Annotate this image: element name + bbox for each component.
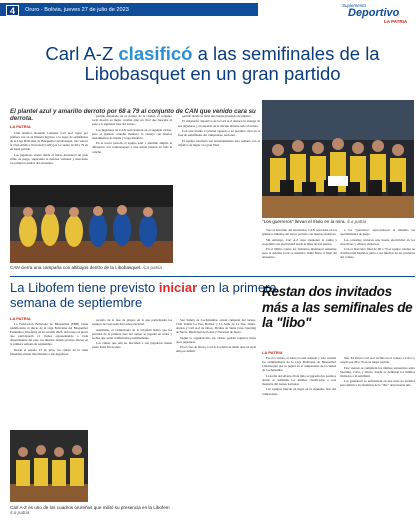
article2-photo	[10, 430, 88, 502]
section-divider	[10, 276, 415, 277]
headline-accent: clasificó	[118, 43, 193, 64]
article3-byline: LA PATRIA	[262, 350, 283, 355]
article1-byline: LA PATRIA	[10, 124, 31, 129]
paragraph: En el tercer periodo el equipo azul y amarillo amplió la diferencia con contraataques y una sólida presión en toda la cancha.	[92, 141, 172, 154]
headline-part: La Libofem tiene previsto	[10, 280, 159, 295]
paragraph: Este viernes se cumplirán los últimos encuentros entre Sparting, Calvo y Oruro, donde se definirán los últimos invitados a la semifinal.	[340, 365, 415, 378]
article3-headline: Restan dos invitados más a las semifinales de la "libo"	[262, 284, 413, 330]
paragraph: En el caso de Oruro, Carl A-Z tendrá su debut ante un rival aún por definir.	[176, 345, 256, 354]
article1-photo-team-caption	[262, 219, 414, 224]
paragraph: Con este triunfo el plantel aguarda a su próximo rival en la fase de semifinales del campeonato nacional.	[178, 129, 260, 138]
caption-credit: /La patria	[10, 510, 30, 516]
headline-part: Carl A-Z	[45, 43, 119, 64]
caption-credit: /La patria	[346, 219, 367, 224]
article1-col3	[178, 114, 260, 274]
newspaper-name: LA PATRIA	[384, 19, 408, 24]
paragraph: partido donde se tiene una buena presencia de público.	[182, 114, 252, 118]
paragraph: Club Atlético Ronaldo Lafuente Carl A-Z logró por primera vez en su historia ingresar a la etapa de semifinales de la Liga Boliviana de Básquetbol Libobasquet, tras vencer al Club Atlético Nacional (CAN) por la cuenta de 68 a 79 en un buen partido.	[10, 131, 88, 152]
page-header	[0, 0, 420, 40]
paragraph: En el último cuarto los visitantes intentaron remontar, pero la defensa local se mantuvo firme hasta el final del encuentro.	[262, 247, 337, 260]
caption-text: Carl A-Z es uno de los cuadros orureños que militó su presencia en la Libofem	[10, 505, 170, 510]
team-photo-image	[262, 100, 414, 218]
paragraph: La Federación Boliviana de Básquetbol (FBB) viene planificando el inicio de la Liga Boliviana del Básquetbol Femenino (Libofem), en su versión 2023, del torneo se prevé que participarán 11 clubes representando a cada departamento del país, los mismos tienen previsto iniciar en la primera semana de septiembre.	[10, 322, 88, 347]
article1-col4	[262, 228, 337, 274]
paragraph: sarrollo de la fase de grupos en la que participarán los equipos de cada sede del torneo nacional.	[92, 318, 172, 327]
article2-col3	[176, 318, 256, 513]
paragraph: Tras el descanso del entrenador, CAN reaccionó en los primeros minutos del tercer periodo con buenas ofensivas.	[262, 228, 337, 237]
article1-photo-team	[262, 100, 414, 218]
article3-col1	[262, 356, 336, 519]
bench-photo-image	[10, 185, 173, 263]
supplement-label: Suplemento	[342, 3, 367, 8]
paragraph: a los "guerreros" aprovecharon al máximo las oportunidades de juego.	[340, 228, 415, 237]
paragraph: Los jugadores azules desde el inicio mostraron un gran ritmo de juego, superando la defensa visitante y marcando los primeros puntos del encuentro.	[10, 152, 88, 166]
paragraph: Sin embargo, Carl A-Z supo mantener la calma y respondió con efectividad desde la línea de tres puntos.	[262, 237, 337, 246]
article3-col2	[340, 356, 415, 519]
paragraph: San Simón de Cochabamba, actual campeón del torneo, Club Tennis La Paz, Bolívar y La Salle de La Paz, Oruro, Atenas y Carl A-Z de Oruro, Pirañas de Santa Cruz, Sparting de Sucre, Municipal de Potosí y Nacional de Sucre.	[176, 318, 256, 335]
paragraph: Según la organización, las clubes podrán registrar hasta doce jugadoras.	[176, 335, 256, 344]
paragraph: Los equipos buscan un lugar en la siguiente fase del campeonato.	[262, 387, 336, 396]
women-team-photo-image	[10, 430, 88, 502]
caption-text: CAN cierra una campaña con altibajos dentro de la Libobasquet.	[10, 265, 142, 270]
paragraph: Los jugadores de CAN reaccionaron en el segundo cuarto, pero el quinteto orureño mantuvo la ventaja con buenos lanzamientos de media y larga distancia.	[92, 127, 172, 140]
date-line: Oruro - Bolivia, jueves 27 de julio de 2023	[25, 7, 129, 13]
page-number-box	[6, 5, 19, 16]
article2-col2	[92, 318, 172, 513]
paragraph: El equipo retomará sus entrenamientos esta semana con el objetivo de llegar a la gran final.	[178, 138, 260, 147]
article1-headline	[40, 44, 385, 84]
paragraph: Los ganadores se enfrentarán en una serie de partidos para definir a los finalistas de la "libo" del presente año.	[340, 379, 415, 388]
caption-text: "Los guerreros" llevan el título en la mira.	[262, 219, 346, 224]
paragraph: La fecha del sábado 29 de julio se jugarán dos partidos donde se definirán los últimos clasificados a esta instancia del torneo nacional.	[262, 373, 336, 386]
paragraph: partido disputado en el coliseo de la ciudad, el conjunto local mostró su mejor versión ante un rival que buscaba el pase a la siguiente fase del torneo.	[92, 114, 172, 127]
article2-col1	[10, 322, 88, 427]
section-logo	[342, 3, 416, 25]
paragraph: Asimismo, el comunicado de la Libofem indica que los partidos de la primera fase del torneo se jugarán en sedes y fechas que serán confirmadas próximamente.	[92, 327, 172, 340]
paragraph: Los clubes que aún no inscriben a sus jugadoras tienen plazo hasta fin de mes.	[92, 341, 172, 350]
article1-col5	[340, 228, 415, 274]
page-number: 4	[9, 6, 15, 16]
headline-accent: iniciar	[158, 280, 198, 295]
caption-credit: /La patria	[142, 265, 162, 270]
article1-subtitle: El plantel azul y amarillo derrotó por 68 a 79 al conjunto de CAN que venido cara su derrota.	[10, 108, 256, 122]
article1-photo-bench-caption	[10, 265, 240, 270]
section-name: Deportivo	[348, 7, 400, 19]
article2-photo-caption	[10, 505, 170, 516]
article1-photo-bench	[10, 185, 173, 263]
paragraph: lido. En Oruro Carl A-Z recibió en el coliseo a Calvo y venció por 68 a 79 en su mejor partido.	[340, 356, 415, 365]
paragraph: El entrenador deportivo de la Carl A-Z destacó la entrega de sus jugadores y el respaldo de la afición durante todo el torneo.	[178, 119, 260, 128]
article2-byline: LA PATRIA	[10, 316, 31, 321]
paragraph: Los orureños tuvieron una buena efectividad en los tiros libres y rebotes ofensivos.	[340, 237, 415, 246]
headline-part: a las semifinales de la Libobasquet en un gran partido	[84, 43, 380, 84]
paragraph: En otro torneo, el santo ya está sumado y solo estarán los semifinalistas de la Liga Boliviana de Básquetbol Libobasquet que se jugará en el campeonato de la ciudad de Cochabamba.	[262, 356, 336, 373]
headline-part: en la primera semana de septiembre	[10, 280, 277, 310]
paragraph: Desde el pasado 23 de julio, los clubes de la rama femenina vienen inscribiendo a sus jugadoras.	[10, 347, 88, 357]
paragraph: Con el marcador final de 68 a 79 el equipo celebró su clasificación histórica junto a sus hinchas en las graderías del coliseo.	[340, 247, 415, 260]
